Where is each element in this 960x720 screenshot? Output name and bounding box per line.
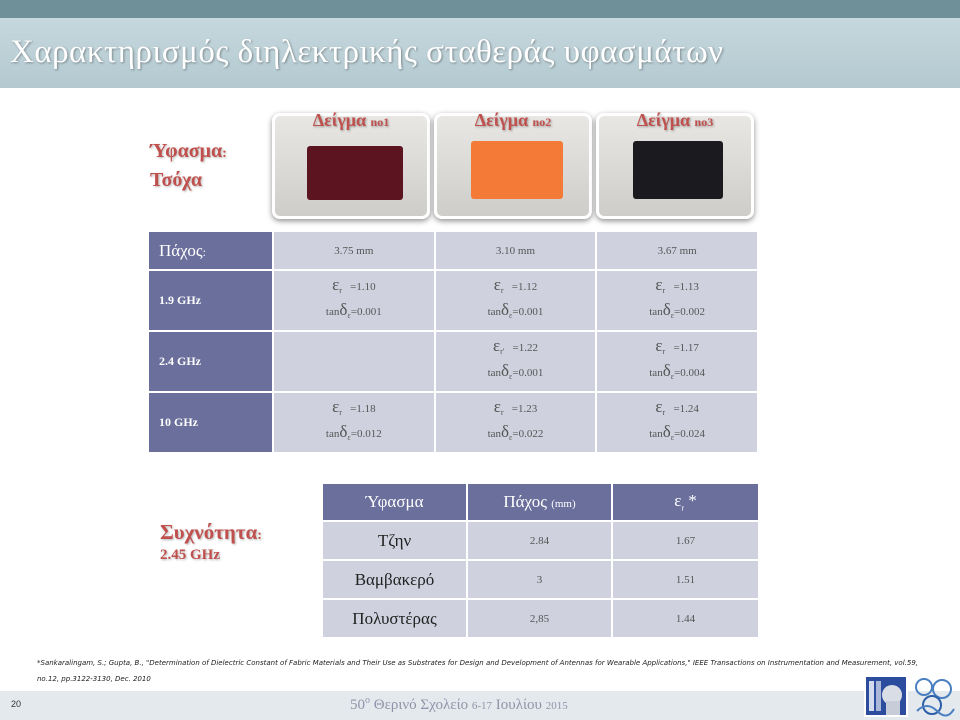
dielectric-table [147, 230, 759, 454]
table-row [148, 392, 758, 453]
table-row [148, 331, 758, 392]
table-row [148, 231, 758, 270]
sample-2-caption: Δείγμα no2 [474, 110, 552, 130]
top-accent-strip [0, 0, 960, 18]
permittivity-value: $\varepsilon_r =1.17$ [655, 336, 699, 357]
loss-tangent-value: tanδ$_\varepsilon$=0.001 [325, 299, 382, 320]
thickness-value: 2,85 [467, 599, 612, 638]
thickness-value: 2.84 [467, 521, 612, 560]
thickness-cell: 3.75 mm [273, 231, 435, 270]
col-header-fabric: Ύφασμα [322, 483, 467, 521]
measure-cell [596, 270, 758, 331]
fabric-name: Βαμβακερό [322, 560, 467, 599]
thickness-value: 3 [467, 560, 612, 599]
freq-header: 1.9 GHz [148, 270, 273, 331]
title-bar [0, 18, 960, 88]
sample-1-caption: Δείγμα no1 [312, 110, 390, 130]
col-header-thickness: Πάχος (mm) [467, 483, 612, 521]
permittivity-value: $\varepsilon_r =1.13$ [655, 275, 699, 296]
footer-bar [0, 691, 960, 720]
fabric-name: Πολυστέρας [322, 599, 467, 638]
eps-value: 1.51 [612, 560, 759, 599]
col-header-eps: $\varepsilon_r$ * [612, 483, 759, 521]
freq-header: 2.4 GHz [148, 331, 273, 392]
sample-2-image [434, 110, 592, 219]
table-row [322, 521, 759, 560]
measure-cell [435, 331, 597, 392]
freq-header: 10 GHz [148, 392, 273, 453]
table-row [148, 270, 758, 331]
table-header-row [322, 483, 759, 521]
permittivity-value: $\varepsilon_r =1.23$ [493, 397, 538, 418]
footer-event-text: $50^o$ Θερινό Σχολείο 6-17 Ιουλίου 2015 [350, 695, 568, 713]
measure-cell [435, 392, 597, 453]
permittivity-value: $\varepsilon_r =1.12$ [493, 275, 538, 296]
lab-logo-icon [912, 675, 956, 717]
permittivity-value: $\varepsilon_r =1.24$ [655, 397, 699, 418]
measure-cell [273, 331, 435, 392]
sample-3-image [596, 110, 754, 219]
thickness-cell: 3.10 mm [435, 231, 597, 270]
loss-tangent-value: tanδ$_\varepsilon$=0.001 [487, 360, 544, 381]
fabric-comparison-table [321, 482, 760, 639]
eps-value: 1.44 [612, 599, 759, 638]
thickness-header: Πάχος: [148, 231, 273, 270]
sample-3-swatch [633, 141, 723, 199]
permittivity-value: $\varepsilon_r =1.10$ [332, 275, 376, 296]
measure-cell [596, 331, 758, 392]
frequency-label-colon: : [257, 528, 262, 543]
thickness-cell: 3.67 mm [596, 231, 758, 270]
loss-tangent-value: tanδ$_\varepsilon$=0.001 [487, 299, 544, 320]
sample-2-swatch [471, 141, 563, 199]
loss-tangent-value: tanδ$_\varepsilon$=0.004 [649, 360, 706, 381]
permittivity-value: $\varepsilon_r =1.18$ [332, 397, 376, 418]
loss-tangent-value: tanδ$_\varepsilon$=0.002 [649, 299, 706, 320]
table-row [322, 560, 759, 599]
table-row [322, 599, 759, 638]
fabric-label-line2: Τσόχα [150, 169, 202, 191]
measure-cell [273, 392, 435, 453]
university-logo-icon [864, 675, 908, 717]
frequency-label [160, 520, 262, 564]
loss-tangent-value: tanδ$_\varepsilon$=0.012 [325, 421, 382, 442]
frequency-label-line1: Συχνότητα [160, 520, 258, 544]
measure-cell [273, 270, 435, 331]
sample-1-image [272, 110, 430, 219]
loss-tangent-value: tanδ$_\varepsilon$=0.022 [487, 421, 544, 442]
fabric-label-colon: : [222, 146, 227, 161]
loss-tangent-value: tanδ$_\varepsilon$=0.024 [649, 421, 706, 442]
page-number: 20 [11, 699, 22, 709]
sample-3-caption: Δείγμα no3 [636, 110, 714, 130]
permittivity-value: $\varepsilon_{r'} =1.22$ [493, 336, 538, 357]
frequency-label-value: 2.45 GHz [160, 547, 220, 563]
measure-cell [596, 392, 758, 453]
sample-1-swatch [307, 146, 403, 200]
fabric-label [150, 138, 227, 194]
fabric-label-line1: Ύφασμα [150, 140, 223, 162]
slide-title: Χαρακτηρισμός διηλεκτρικής σταθεράς υφασμάτων [10, 34, 724, 70]
fabric-name: Τζην [322, 521, 467, 560]
measure-cell [435, 270, 597, 331]
reference-footnote: *Sankaralingam, S.; Gupta, B., "Determination of Dielectric Constant of Fabric Materials and Their Use as Substrates for Design and Development of Antennas for Wearable Applications," IEEE Transactions on Instrumentation and Measurement, vol.59, no.12, pp.3122-3130, Dec. 2010 [37, 659, 918, 683]
eps-value: 1.67 [612, 521, 759, 560]
